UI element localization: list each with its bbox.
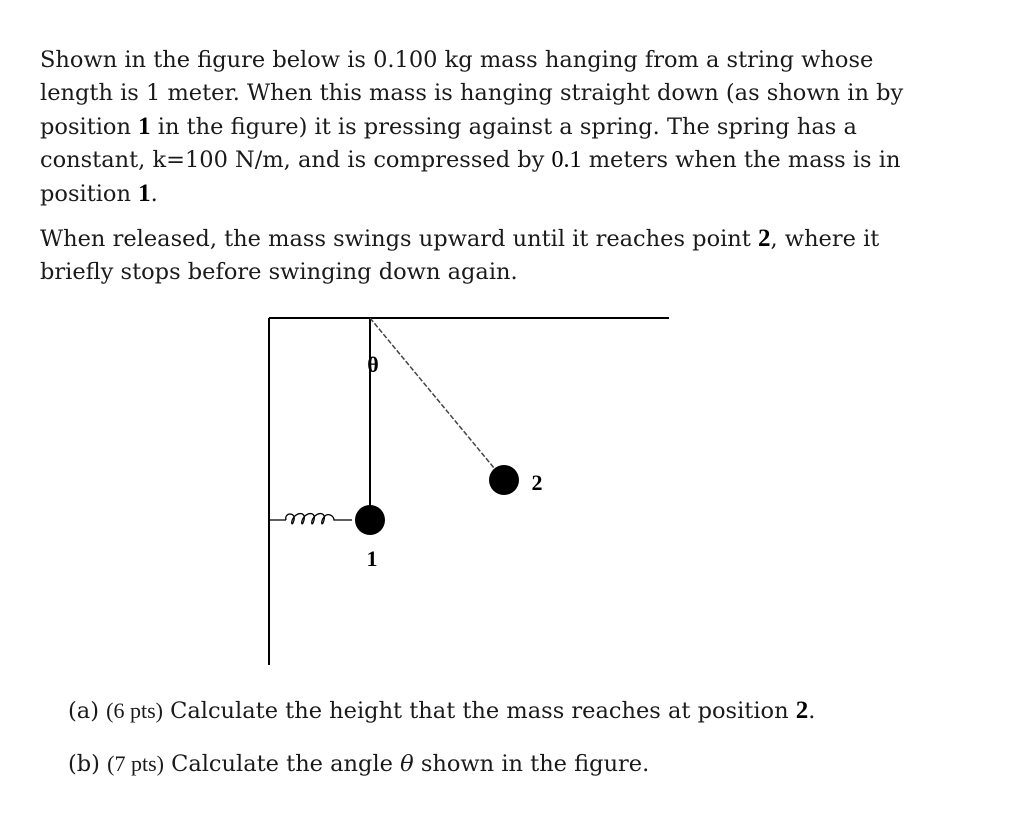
paragraph-text: Shown in the figure below is 0.100 kg mass hanging from a string whose length is 1 meter. When this mass is hanging straight down (as shown in by position [40,47,904,140]
position-1-ref: 1 [138,180,151,207]
mass-position-1 [355,505,385,535]
compression-value: 0.1 [551,147,582,173]
position-2-ref: 2 [758,225,771,252]
paragraph-text: When released, the mass swings upward until it reaches point [40,226,751,252]
paragraph-text: meters when the mass is in position [40,147,901,207]
theta-symbol: θ [400,751,414,777]
theta-label: θ [367,352,379,377]
question-text: Calculate the angle [171,751,393,777]
position-2-ref: 2 [795,697,809,724]
paragraph-text: , where it briefly stops before swinging down again. [40,226,880,285]
question-text: shown in the figure. [420,751,650,777]
question-b [68,749,649,779]
position-2-label: 2 [531,470,543,495]
spring-coil [269,514,352,524]
position-1-label: 1 [366,546,378,571]
mass-position-2 [489,465,519,495]
question-marker: (b) [68,751,100,777]
question-text: . [808,698,816,724]
paragraph-text: . [150,181,158,207]
question-points: (6 pts) [106,698,163,723]
question-text: Calculate the height that the mass reaches at position [170,698,789,724]
swung-string [370,318,504,480]
paragraph-text: in the figure) it is pressing against a spring. The spring has a constant, k=100 N/m, and is compressed by [40,114,857,173]
question-points: (7 pts) [107,751,164,776]
question-marker: (a) [68,698,99,724]
position-1-ref: 1 [138,113,151,140]
question-a [68,696,815,726]
